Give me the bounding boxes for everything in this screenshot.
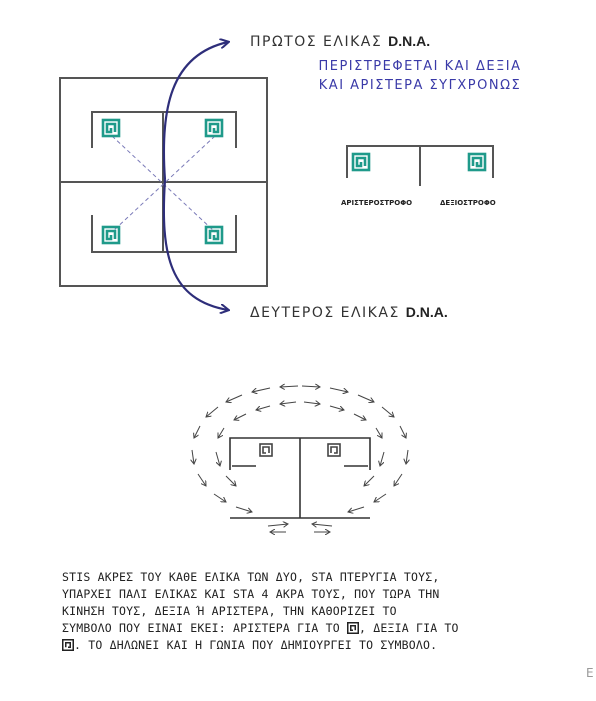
helix-diagram — [0, 0, 596, 340]
paragraph-line: ΣΥΜΒΟΛΟ ΠΟΥ ΕΙΝΑΙ ΕΚΕΙ: ΑΡΙΣΤΕΡΑ ΓΙΑ ΤΟ , ΔΕΞΙΑ ΓΙΑ ΤΟ — [62, 621, 459, 635]
paragraph-line: ΚΙΝΗΣΗ ΤΟΥΣ, ΔΕΞΙΑ Ή ΑΡΙΣΤΕΡΑ, ΤΗΝ ΚΑΘΟΡΙΖΕΙ ΤΟ — [62, 604, 397, 618]
description-paragraph — [62, 569, 544, 654]
paragraph-line: . ΤΟ ΔΗΛΩΝΕΙ ΚΑΙ Η ΓΩΝΙΑ ΠΟΥ ΔΗΜΙΟΥΡΓΕΙ ΤΟ ΣΥΜΒΟΛΟ. — [62, 637, 544, 654]
rotation-note-line2: ΚΑΙ ΑΡΙΣΤΕΡΑ ΣΥΓΧΡΟΝΩΣ — [318, 78, 522, 93]
helix-curve-arrow-bottom — [164, 180, 228, 310]
paragraph-line: ΥΠΑΡΧΕΙ ΠΑΛΙ ΕΛΙΚΑΣ ΚΑΙ STA 4 ΑΚΡΑ ΤΟΥΣ, ΠΟΥ ΤΩΡΑ ΤΗΝ — [62, 587, 440, 601]
rotation-note-line1: ΠΕΡΙΣΤΡΕΦΕΤΑΙ ΚΑΙ ΔΕΞΙΑ — [318, 59, 522, 74]
edge-text: E — [586, 666, 594, 680]
rotation-diagram — [180, 376, 420, 536]
spiral-left-icon — [260, 444, 272, 456]
spiral-left-icon — [353, 154, 369, 170]
spiral-right-icon — [328, 444, 340, 456]
left-rotation-label: ΑΡΙΣΤΕΡΟΣΤΡΟΦΟ — [341, 199, 413, 207]
spiral-right-icon — [469, 154, 485, 170]
second-helix-label: ΔΕΥΤΕΡΟΣ ΕΛΙΚΑΣ D.N.A. — [250, 304, 448, 321]
spiral-right-icon — [62, 639, 74, 651]
spiral-left-icon — [347, 622, 359, 634]
dna-label: D.N.A. — [405, 304, 448, 320]
rotation-note — [300, 59, 540, 93]
right-rotation-label: ΔΕΞΙΟΣΤΡΟΦΟ — [440, 199, 496, 207]
spiral-left-icon — [103, 120, 119, 136]
first-helix-label: ΠΡΩΤΟΣ ΕΛΙΚΑΣ D.N.A. — [250, 33, 431, 50]
spiral-right-icon — [206, 120, 222, 136]
spiral-left-icon — [103, 227, 119, 243]
dna-label: D.N.A. — [388, 33, 431, 49]
paragraph-line: STIS ΑΚΡΕΣ ΤΟΥ ΚΑΘΕ ΕΛΙΚΑ ΤΩΝ ΔΥΟ, STA ΠΤΕΡΥΓΙΑ ΤΟΥΣ, — [62, 570, 440, 584]
spiral-right-icon — [206, 227, 222, 243]
